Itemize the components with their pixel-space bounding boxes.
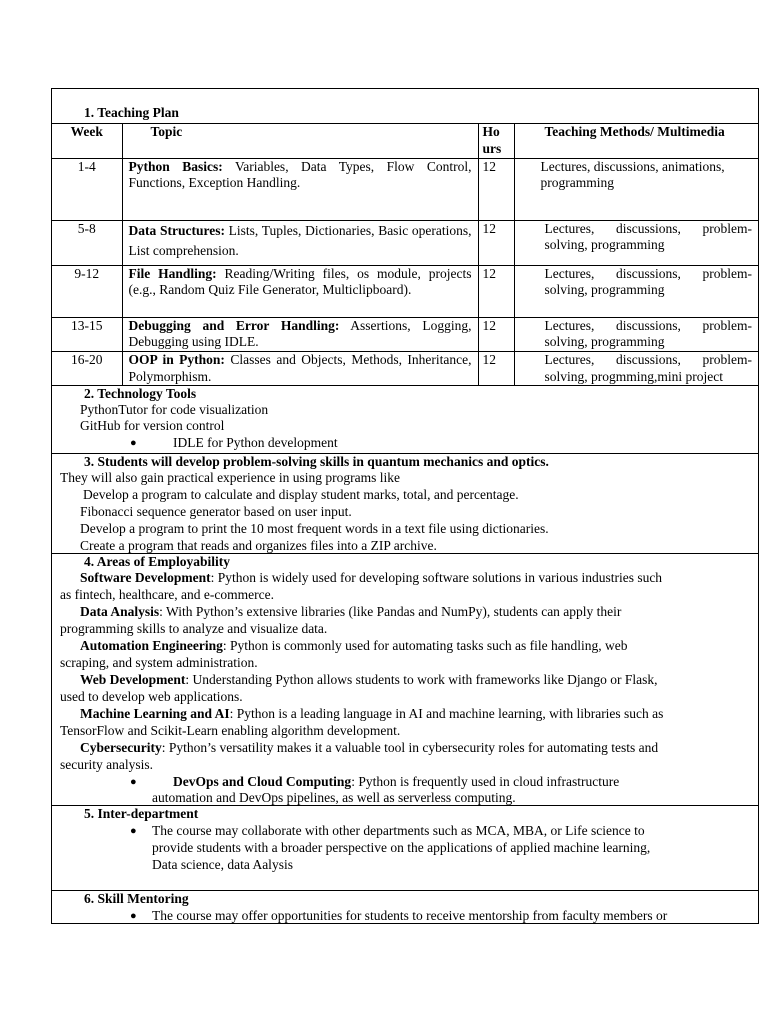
skill-mentoring-section: [52, 891, 758, 923]
employability-item-cont: TensorFlow and Scikit-Learn enabling algorithm development.: [60, 723, 401, 738]
table-row: [52, 352, 758, 386]
inter-department-section: [52, 806, 758, 891]
inter-department-heading: 5. Inter-department: [84, 806, 199, 821]
tool-line: GitHub for version control: [80, 418, 225, 433]
employability-item-cont: security analysis.: [60, 757, 153, 772]
skill-mentoring-line: The course may offer opportunities for students to receive mentorship from faculty members or: [152, 908, 668, 923]
row-week: 13-15: [52, 317, 122, 352]
technology-tools-section: [52, 386, 758, 454]
row-topic: Python Basics: Variables, Data Types, Flow Control, Functions, Exception Handling.: [122, 158, 478, 220]
row-methods: Lectures, discussions, problem-solving, programming: [514, 220, 758, 265]
problem-solving-heading: 3. Students will develop problem-solving skills in quantum mechanics and optics.: [84, 454, 549, 469]
inter-department-line: The course may collaborate with other departments such as MCA, MBA, or Life science to: [152, 823, 645, 838]
table-header-row: [52, 124, 758, 159]
employability-item-cont: used to develop web applications.: [60, 689, 243, 704]
employability-item: Software Development: Python is widely used for developing software solutions in various industries such: [80, 570, 663, 585]
tool-line: PythonTutor for code visualization: [80, 402, 269, 417]
skill-mentoring-heading: 6. Skill Mentoring: [84, 891, 189, 906]
program-line: Fibonacci sequence generator based on user input.: [80, 504, 352, 519]
inter-department-line: Data science, data Aalysis: [152, 857, 293, 872]
technology-tools-heading: 2. Technology Tools: [84, 386, 197, 401]
header-topic: Topic: [122, 124, 478, 159]
employability-item: Web Development: Understanding Python allows students to work with frameworks like Django or Flask,: [80, 672, 658, 687]
row-hours: 12: [478, 352, 514, 386]
row-topic: File Handling: Reading/Writing files, os module, projects (e.g., Random Quiz File Generator, Multiclipboard).: [122, 265, 478, 317]
teaching-plan-heading: 1. Teaching Plan: [84, 105, 179, 120]
row-week: 1-4: [52, 158, 122, 220]
document-page: [51, 88, 759, 924]
row-hours: 12: [478, 317, 514, 352]
row-methods: Lectures, discussions, problem-solving, programming: [514, 265, 758, 317]
teaching-plan-section: [52, 89, 758, 386]
employability-heading: 4. Areas of Employability: [84, 554, 231, 569]
bullet-icon: ●: [130, 910, 137, 922]
table-row: [52, 317, 758, 352]
row-hours: 12: [478, 220, 514, 265]
teaching-plan-table: [52, 123, 758, 386]
bullet-icon: ●: [130, 776, 137, 788]
row-week: 5-8: [52, 220, 122, 265]
row-week: 16-20: [52, 352, 122, 386]
header-hours: Ho urs: [478, 124, 514, 159]
tool-bullet-line: IDLE for Python development: [173, 435, 338, 450]
employability-item: Data Analysis: With Python’s extensive libraries (like Pandas and NumPy), students can apply their: [80, 604, 622, 619]
employability-item-cont: as fintech, healthcare, and e-commerce.: [60, 587, 275, 602]
row-methods: Lectures, discussions, problem-solving, programming: [514, 317, 758, 352]
employability-item: Automation Engineering: Python is commonly used for automating tasks such as file handling, web: [80, 638, 628, 653]
table-row: [52, 158, 758, 220]
header-methods: Teaching Methods/ Multimedia: [514, 124, 758, 159]
row-topic: OOP in Python: Classes and Objects, Methods, Inheritance, Polymorphism.: [122, 352, 478, 386]
row-hours: 12: [478, 265, 514, 317]
employability-bullet: DevOps and Cloud Computing: Python is frequently used in cloud infrastructure: [173, 774, 620, 789]
row-topic: Debugging and Error Handling: Assertions, Logging, Debugging using IDLE.: [122, 317, 478, 352]
employability-item-cont: scraping, and system administration.: [60, 655, 258, 670]
problem-solving-intro: They will also gain practical experience in using programs like: [60, 470, 401, 485]
bullet-icon: ●: [130, 437, 137, 449]
employability-item: Cybersecurity: Python’s versatility makes it a valuable tool in cybersecurity roles for automating tests and: [80, 740, 659, 755]
employability-section: [52, 554, 758, 806]
row-hours: 12: [478, 158, 514, 220]
row-topic: Data Structures: Lists, Tuples, Dictionaries, Basic operations, List comprehension.: [122, 220, 478, 265]
employability-item-cont: programming skills to analyze and visualize data.: [60, 621, 328, 636]
row-methods: Lectures, discussions, animations, programming: [514, 158, 758, 220]
employability-bullet-cont: automation and DevOps pipelines, as well as serverless computing.: [152, 790, 516, 805]
inter-department-line: provide students with a broader perspective on the applications of applied machine learning,: [152, 840, 651, 855]
row-methods: Lectures, discussions, problem-solving, progmming,mini project: [514, 352, 758, 386]
program-line: Develop a program to print the 10 most frequent words in a text file using dictionaries.: [80, 521, 549, 536]
table-row: [52, 265, 758, 317]
program-line: Develop a program to calculate and display student marks, total, and percentage.: [83, 487, 519, 502]
header-week: Week: [52, 124, 122, 159]
employability-item: Machine Learning and AI: Python is a leading language in AI and machine learning, with libraries such as: [80, 706, 664, 721]
bullet-icon: ●: [130, 825, 137, 837]
row-week: 9-12: [52, 265, 122, 317]
program-line: Create a program that reads and organizes files into a ZIP archive.: [80, 538, 437, 553]
table-row: [52, 220, 758, 265]
problem-solving-section: [52, 454, 758, 554]
